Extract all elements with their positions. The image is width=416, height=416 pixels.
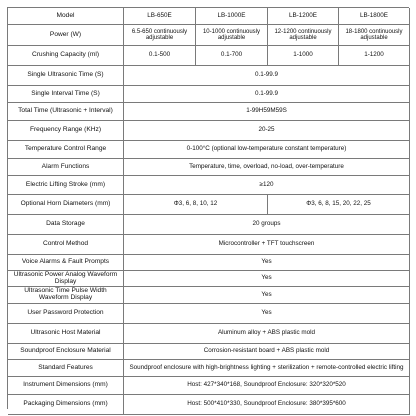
total-time-value: 1-99H59M59S <box>124 103 410 121</box>
host-material-value: Aluminum alloy + ABS plastic mold <box>124 324 410 344</box>
model-name: LB-1200E <box>268 8 339 25</box>
horn-diameters-value: Φ3, 6, 8, 15, 20, 22, 25 <box>268 195 410 215</box>
single-interval-time-value: 0.1-99.9 <box>124 86 410 103</box>
model-label: Model <box>8 8 124 25</box>
lifting-stroke-value: ≥120 <box>124 176 410 195</box>
standard-features-value: Soundproof enclosure with high-brightness lighting + sterilization + remote-controlled electric lifting <box>124 360 410 377</box>
total-time-label: Total Time (Ultrasonic + Interval) <box>8 103 124 121</box>
crushing-capacity-label: Crushing Capacity (ml) <box>8 46 124 66</box>
voice-alarms-label: Voice Alarms & Fault Prompts <box>8 255 124 271</box>
single-ultrasonic-time-value: 0.1-99.9 <box>124 66 410 86</box>
instrument-dimensions-value: Host: 427*340*168, Soundproof Enclosure: 320*320*520 <box>124 377 410 395</box>
crushing-capacity-value: 0.1-500 <box>124 46 196 66</box>
lifting-stroke-label: Electric Lifting Stroke (mm) <box>8 176 124 195</box>
frequency-value: 20-25 <box>124 121 410 141</box>
power-label: Power (W) <box>8 25 124 46</box>
temperature-control-value: 0-100°C (optional low-temperature constant temperature) <box>124 141 410 159</box>
alarm-functions-label: Alarm Functions <box>8 159 124 176</box>
power-analog-display-value: Yes <box>124 271 410 287</box>
frequency-label: Frequency Range (KHz) <box>8 121 124 141</box>
data-storage-label: Data Storage <box>8 215 124 235</box>
packaging-dimensions-label: Packaging Dimensions (mm) <box>8 395 124 415</box>
enclosure-material-label: Soundproof Enclosure Material <box>8 344 124 360</box>
single-interval-time-label: Single Interval Time (S) <box>8 86 124 103</box>
standard-features-label: Standard Features <box>8 360 124 377</box>
model-name: LB-1000E <box>196 8 268 25</box>
horn-diameters-label: Optional Horn Diameters (mm) <box>8 195 124 215</box>
control-method-value: Microcontroller + TFT touchscreen <box>124 235 410 255</box>
horn-diameters-value: Φ3, 6, 8, 10, 12 <box>124 195 268 215</box>
power-value: 12-1200 continuously adjustable <box>268 25 339 46</box>
power-analog-display-label: Ultrasonic Power Analog Waveform Display <box>8 271 124 287</box>
temperature-control-label: Temperature Control Range <box>8 141 124 159</box>
single-ultrasonic-time-label: Single Ultrasonic Time (S) <box>8 66 124 86</box>
alarm-functions-value: Temperature, time, overload, no-load, over-temperature <box>124 159 410 176</box>
control-method-label: Control Method <box>8 235 124 255</box>
crushing-capacity-value: 1-1000 <box>268 46 339 66</box>
voice-alarms-value: Yes <box>124 255 410 271</box>
time-pulse-display-label: Ultrasonic Time Pulse Width Waveform Display <box>8 287 124 304</box>
power-value: 10-1000 continuously adjustable <box>196 25 268 46</box>
password-protection-value: Yes <box>124 304 410 324</box>
time-pulse-display-value: Yes <box>124 287 410 304</box>
password-protection-label: User Password Protection <box>8 304 124 324</box>
spec-table <box>7 7 409 409</box>
crushing-capacity-value: 1-1200 <box>339 46 410 66</box>
model-name: LB-650E <box>124 8 196 25</box>
power-value: 6.5-650 continuously adjustable <box>124 25 196 46</box>
host-material-label: Ultrasonic Host Material <box>8 324 124 344</box>
power-value: 18-1800 continuously adjustable <box>339 25 410 46</box>
crushing-capacity-value: 0.1-700 <box>196 46 268 66</box>
data-storage-value: 20 groups <box>124 215 410 235</box>
packaging-dimensions-value: Host: 500*410*330, Soundproof Enclosure: 380*395*600 <box>124 395 410 415</box>
enclosure-material-value: Corrosion-resistant board + ABS plastic mold <box>124 344 410 360</box>
instrument-dimensions-label: Instrument Dimensions (mm) <box>8 377 124 395</box>
model-name: LB-1800E <box>339 8 410 25</box>
